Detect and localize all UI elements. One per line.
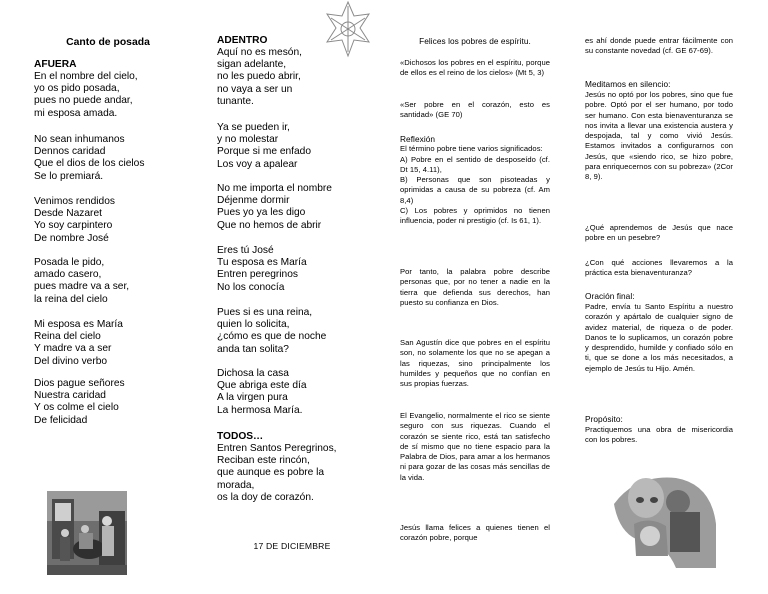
verse-line: yo os pido posada, bbox=[34, 83, 120, 95]
question: ¿Con qué acciones llevaremos a la práctica esta bienaventuranza? bbox=[585, 258, 733, 278]
verse-line: Se lo premiará. bbox=[34, 170, 104, 182]
verse-line: ¿cómo es que de noche bbox=[217, 331, 327, 343]
verse-line: Venimos rendidos bbox=[34, 196, 115, 207]
verse-line: sigan adelante, bbox=[217, 59, 287, 71]
section-afuera: AFUERA bbox=[34, 59, 77, 70]
verse-line: Porque si me enfado bbox=[217, 146, 312, 158]
paragraph: Por tanto, la palabra pobre describe personas que, por no tener a nadie en la tierra que defienda sus derechos, han puesto su confianza en Dios. bbox=[400, 267, 550, 307]
stanza bbox=[34, 71, 194, 120]
verse-line: la reina del cielo bbox=[34, 293, 108, 305]
verse-line: Desde Nazaret bbox=[34, 208, 102, 220]
stanza bbox=[34, 257, 194, 306]
verse-line: Dios pague señores bbox=[34, 378, 125, 389]
verse-line: Los voy a apalear bbox=[217, 158, 298, 170]
verse-line: Que abriga este día bbox=[217, 380, 307, 392]
nativity-posada-image bbox=[47, 491, 127, 575]
verse-line: Pues yo ya les digo bbox=[217, 207, 306, 219]
verse-line: No los conocía bbox=[217, 281, 285, 293]
verse-line: Tu esposa es María bbox=[217, 257, 307, 269]
song-title: Canto de posada bbox=[66, 37, 150, 48]
paragraph: El Evangelio, normalmente el rico se siente seguro con sus riquezas. Cuando el corazón se siente rico, está tan satisfecho de sí mismo que no tiene espacio para la Palabra de Dios, para amar a los hermanos ni para gozar de las cosas más sencillas de la vida. bbox=[400, 411, 550, 482]
verse-line: Pues si es una reina, bbox=[217, 307, 313, 318]
verse-line: Déjenme dormir bbox=[217, 195, 290, 207]
verse-line: A la virgen pura bbox=[217, 392, 288, 404]
proposito-title: Propósito: bbox=[585, 414, 623, 424]
verse-line: Dichosa la casa bbox=[217, 368, 289, 379]
verse-line: De felicidad bbox=[34, 414, 88, 426]
verse-line: Entren peregrinos bbox=[217, 269, 298, 281]
snowflake-ornament-icon bbox=[323, 0, 373, 58]
reflexion-c: C) Los pobres y oprimidos no tienen influencia, poder ni prestigio (cf. Is 61, 1). bbox=[400, 206, 550, 226]
verse-line: os la doy de corazón. bbox=[217, 491, 314, 503]
verse-line: Dennos caridad bbox=[34, 146, 106, 158]
paragraph-continued: es ahí donde puede entrar fácilmente con su constante novedad (cf. GE 67-69). bbox=[585, 36, 733, 56]
verse-line: pues madre va a ser, bbox=[34, 281, 130, 293]
stanza bbox=[34, 134, 194, 183]
verse-line: Posada le pido, bbox=[34, 257, 105, 268]
verse-line: Entren Santos Peregrinos, bbox=[217, 443, 337, 454]
verse-line: Yo soy carpintero bbox=[34, 220, 113, 232]
verse-line: La hermosa María. bbox=[217, 404, 303, 416]
stanza bbox=[217, 122, 377, 171]
reflection-heading: Felices los pobres de espíritu. bbox=[419, 36, 531, 46]
stanza bbox=[34, 378, 194, 427]
verse-line: Mi esposa es María bbox=[34, 319, 123, 330]
verse-line: pues no puede andar, bbox=[34, 95, 133, 107]
verse-line: quien lo solicita, bbox=[217, 319, 290, 331]
stanza bbox=[34, 319, 194, 368]
verse-line: No sean inhumanos bbox=[34, 134, 125, 145]
child-poverty-image bbox=[606, 464, 720, 568]
verse-line: Eres tú José bbox=[217, 245, 274, 256]
date-label: 17 DE DICIEMBRE bbox=[253, 541, 331, 551]
reflexion-b: B) Personas que son pisoteadas y oprimidas a causa de su pobreza (cf. Am 8,4) bbox=[400, 175, 550, 205]
quote-ge: «Ser pobre en el corazón, esto es santidad» (GE 70) bbox=[400, 100, 550, 120]
reflexion-intro: El término pobre tiene varios significados: bbox=[400, 144, 543, 154]
verse-line: tunante. bbox=[217, 95, 254, 107]
stanza bbox=[217, 368, 377, 417]
oracion-title: Oración final: bbox=[585, 291, 635, 301]
verse-line: Que el dios de los cielos bbox=[34, 158, 145, 170]
question: ¿Qué aprendemos de Jesús que nace pobre en un pesebre? bbox=[585, 223, 733, 243]
verse-line: Nuestra caridad bbox=[34, 390, 106, 402]
verse-line: Reciban este rincón, bbox=[217, 455, 310, 467]
verse-line: anda tan solita? bbox=[217, 343, 289, 355]
meditamos-text: Jesús no optó por los pobres, sino que fue pobre. Optó por el ser humano, por todo ser humano. Con esta bienaventuranza se nos invita a llevar una existencia austera y despojada, tal y como vivió Jesús. Estamos invitados a configurarnos con Jesús, que «siendo rico, se hizo pobre, para enriquecernos con su pobreza» (2Cor 8, 9). bbox=[585, 90, 733, 182]
verse-line: Del divino verbo bbox=[34, 355, 108, 367]
verse-line: que aunque es pobre la bbox=[217, 467, 325, 479]
verse-line: mi esposa amada. bbox=[34, 107, 118, 119]
verse-line: y no molestar bbox=[217, 134, 279, 146]
verse-line: Ya se pueden ir, bbox=[217, 122, 290, 133]
verse-line: no vaya a ser un bbox=[217, 83, 293, 95]
verse-line: Y madre va a ser bbox=[34, 343, 112, 355]
reflexion-a: A) Pobre en el sentido de desposeído (cf. Dt 15, 4.11), bbox=[400, 154, 550, 174]
meditamos-title: Meditamos en silencio: bbox=[585, 79, 671, 89]
stanza bbox=[217, 183, 377, 232]
oracion-text: Padre, envía tu Santo Espíritu a nuestro corazón y apártalo de cualquier signo de avidez material, de riqueza o de poder. Danos te lo suplicamos, un corazón pobre y desprendido, humilde y confiado sólo en ti, que se done a los más necesitados, a ejemplo de Jesús tu Hijo. Amén. bbox=[585, 302, 733, 373]
paragraph: San Agustín dice que pobres en el espíritu son, no solamente los que no se apegan a las riquezas, sino principalmente los humildes y pequeños que no confían en sus propias fuerzas. bbox=[400, 338, 550, 389]
reflexion-block bbox=[400, 134, 550, 227]
stanza bbox=[217, 245, 377, 294]
reflexion-title: Reflexión bbox=[400, 134, 436, 144]
section-todos: TODOS… bbox=[217, 431, 264, 442]
verse-line: Y os colme el cielo bbox=[34, 402, 119, 414]
verse-line: Que no hemos de abrir bbox=[217, 219, 322, 231]
stanza bbox=[217, 307, 377, 356]
verse-line: amado casero, bbox=[34, 269, 102, 281]
verse-line: De nombre José bbox=[34, 232, 109, 244]
stanza-todos bbox=[217, 443, 377, 504]
verse-line: En el nombre del cielo, bbox=[34, 71, 138, 82]
verse-line: morada, bbox=[217, 479, 255, 491]
verse-line: No me importa el nombre bbox=[217, 183, 332, 194]
quote-mt: «Dichosos los pobres en el espíritu, porque de ellos es el reino de los cielos» (Mt 5, 3) bbox=[400, 58, 550, 78]
paragraph: Jesús llama felices a quienes tienen el corazón pobre, porque bbox=[400, 523, 550, 543]
stanza bbox=[34, 196, 194, 245]
section-adentro: ADENTRO bbox=[217, 35, 268, 46]
proposito-text: Practiquemos una obra de misericordia con los pobres. bbox=[585, 425, 733, 445]
verse-line: Reina del cielo bbox=[34, 331, 101, 343]
verse-line: no les puedo abrir, bbox=[217, 71, 301, 83]
verse-line: Aquí no es mesón, bbox=[217, 47, 302, 58]
